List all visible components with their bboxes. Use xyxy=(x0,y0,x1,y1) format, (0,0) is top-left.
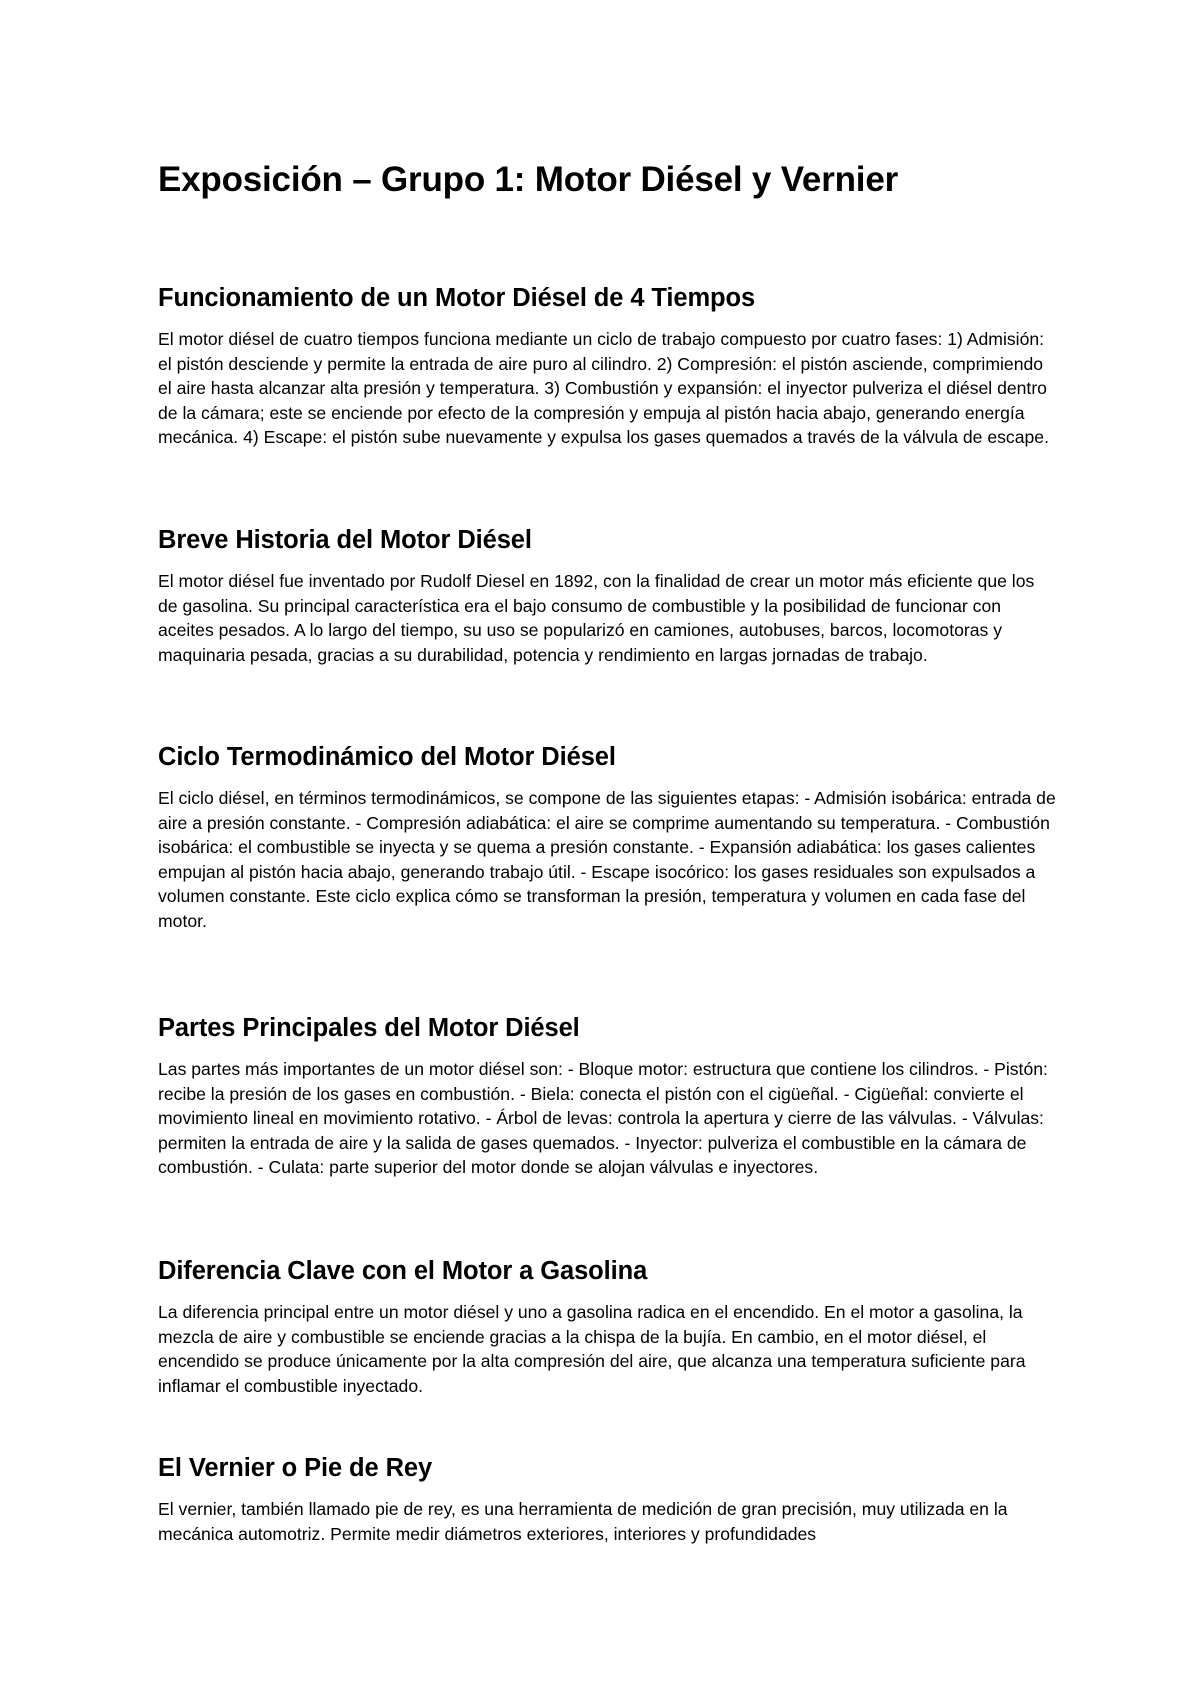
section-body: Las partes más importantes de un motor diésel son: - Bloque motor: estructura que contiene los cilindros. - Pistón: recibe la presión de los gases en combustión. - Biela: conecta el pistón con el cigüeñal. - Cigüeñal: convierte el movimiento lineal en movimiento rotativo. - Árbol de levas: controla la apertura y cierre de las válvulas. - Válvulas: permiten la entrada de aire y la salida de gases quemados. - Inyector: pulveriza el combustible en la cámara de combustión. - Culata: parte superior del motor donde se alojan válvulas e inyectores. xyxy=(158,1059,1048,1178)
section-body: El motor diésel de cuatro tiempos funciona mediante un ciclo de trabajo compuesto por cuatro fases: 1) Admisión: el pistón desciende y permite la entrada de aire puro al cilindro. 2) Compresión: el pistón asciende, comprimiendo el aire hasta alcanzar alta presión y temperatura. 3) Combustión y expansión: el inyector pulveriza el diésel dentro de la cámara; este se enciende por efecto de la compresión y empuja al pistón hacia abajo, generando energía mecánica. 4) Escape: el pistón sube nuevamente y expulsa los gases quemados a través de la válvula de escape. xyxy=(158,329,1049,448)
section-partes-principales xyxy=(158,1011,1058,1180)
section-diferencia-clave xyxy=(158,1254,1058,1398)
section-body: El vernier, también llamado pie de rey, es una herramienta de medición de gran precisión, muy utilizada en la mecánica automotriz. Permite medir diámetros exteriores, interiores y profundidades xyxy=(158,1499,1008,1544)
section-funcionamiento xyxy=(158,281,1058,450)
section-body: El motor diésel fue inventado por Rudolf Diesel en 1892, con la finalidad de crear un motor más eficiente que los de gasolina. Su principal característica era el bajo consumo de combustible y la posibilidad de funcionar con aceites pesados. A lo largo del tiempo, su uso se popularizó en camiones, autobuses, barcos, locomotoras y maquinaria pesada, gracias a su durabilidad, potencia y rendimiento en largas jornadas de trabajo. xyxy=(158,571,1035,665)
section-heading: Diferencia Clave con el Motor a Gasolina xyxy=(158,1257,648,1285)
section-heading: Breve Historia del Motor Diésel xyxy=(158,526,532,554)
section-heading: Funcionamiento de un Motor Diésel de 4 Tiempos xyxy=(158,284,756,312)
section-body: El ciclo diésel, en términos termodinámicos, se compone de las siguientes etapas: - Admisión isobárica: entrada de aire a presión constante. - Compresión adiabática: el aire se comprime aumentando su temperatura. - Combustión isobárica: el combustible se inyecta y se quema a presión constante. - Expansión adiabática: los gases calientes empujan al pistón hacia abajo, generando trabajo útil. - Escape isocórico: los gases residuales son expulsados a volumen constante. Este ciclo explica cómo se transforman la presión, temperatura y volumen en cada fase del motor. xyxy=(158,788,1056,931)
section-heading: El Vernier o Pie de Rey xyxy=(158,1454,433,1482)
section-historia xyxy=(158,523,1058,667)
document-title: Exposición – Grupo 1: Motor Diésel y Vernier xyxy=(158,160,899,199)
section-heading: Ciclo Termodinámico del Motor Diésel xyxy=(158,743,616,771)
section-vernier xyxy=(158,1451,1058,1546)
section-heading: Partes Principales del Motor Diésel xyxy=(158,1014,580,1042)
section-ciclo-termodinamico xyxy=(158,740,1058,934)
section-body: La diferencia principal entre un motor diésel y uno a gasolina radica en el encendido. En el motor a gasolina, la mezcla de aire y combustible se enciende gracias a la chispa de la bujía. En cambio, en el motor diésel, el encendido se produce únicamente por la alta compresión del aire, que alcanza una temperatura suficiente para inflamar el combustible inyectado. xyxy=(158,1302,1026,1396)
